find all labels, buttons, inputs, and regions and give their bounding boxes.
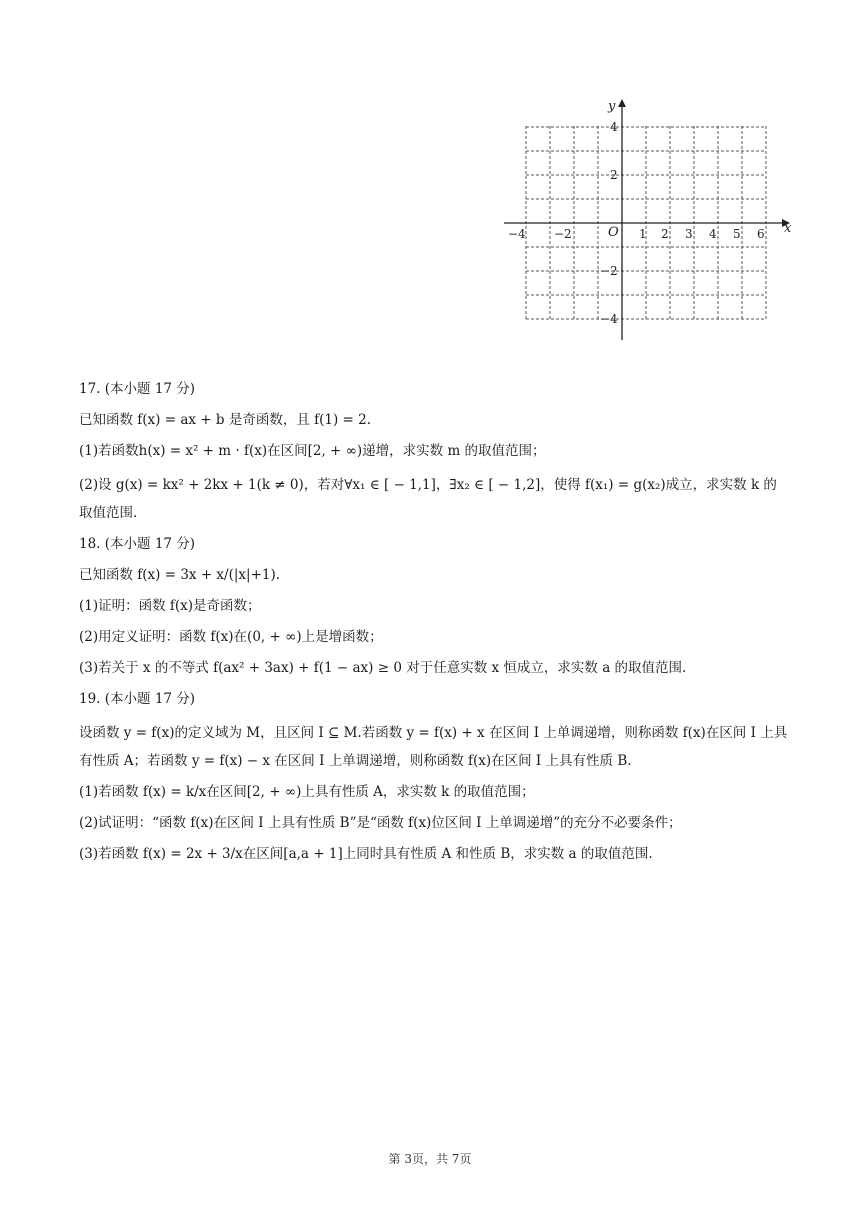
origin-label: O bbox=[608, 225, 619, 240]
question-18 bbox=[79, 533, 789, 679]
question-heading: 18. (本小题 17 分) bbox=[79, 536, 196, 552]
x-tick-label: 1 bbox=[639, 227, 647, 241]
question-part: (1)证明：函数 f(x)是奇函数； bbox=[79, 598, 261, 614]
x-tick-label: 6 bbox=[757, 227, 765, 241]
question-part: (3)若函数 f(x) = 2x + 3/x在区间[a,a + 1]上同时具有性质 A 和性质 B，求实数 a 的取值范围. bbox=[79, 846, 653, 862]
x-tick-label: 2 bbox=[661, 227, 669, 241]
question-heading: 19. (本小题 17 分) bbox=[79, 691, 196, 707]
question-19 bbox=[79, 688, 789, 865]
question-part: (2)试证明：“函数 f(x)在区间 I 上具有性质 B”是“函数 f(x)位区间 I 上单调递增”的充分不必要条件； bbox=[79, 815, 682, 831]
x-tick-label: −2 bbox=[554, 227, 572, 241]
questions bbox=[79, 378, 789, 874]
question-part: (1)若函数h(x) = x² + m · f(x)在区间[2, + ∞)递增，求实数 m 的取值范围； bbox=[79, 443, 546, 459]
question-17 bbox=[79, 378, 789, 527]
question-part: (3)若关于 x 的不等式 f(ax² + 3ax) + f(1 − ax) ≥ 0 对于任意实数 x 恒成立，求实数 a 的取值范围. bbox=[79, 660, 687, 676]
x-tick-label: 3 bbox=[685, 227, 693, 241]
x-tick-label: 4 bbox=[709, 227, 717, 241]
x-tick-label: −4 bbox=[508, 227, 526, 241]
x-tick-label: 5 bbox=[733, 227, 741, 241]
question-part: (1)若函数 f(x) = k/x在区间[2, + ∞)上具有性质 A，求实数 k 的取值范围； bbox=[79, 784, 535, 800]
question-stem: 设函数 y = f(x)的定义域为 M，且区间 I ⊆ M.若函数 y = f(x) + x 在区间 I 上单调递增，则称函数 f(x)在区间 I 上具有性质 A；若函数 y = f(x) − x 在区间 I 上单调递增，则称函数 f(x)在区间 I 上具有性质 B. bbox=[79, 725, 788, 769]
question-part: (2)设 g(x) = kx² + 2kx + 1(k ≠ 0)，若对∀x₁ ∈ [ − 1,1]，∃x₂ ∈ [ − 1,2]，使得 f(x₁) = g(x₂)成立，求实数 k 的取值范围. bbox=[79, 477, 777, 521]
question-stem: 已知函数 f(x) = ax + b 是奇函数，且 f(1) = 2. bbox=[79, 412, 372, 428]
y-tick-label: −2 bbox=[600, 264, 618, 278]
page-footer: 第 3页，共 7页 bbox=[388, 1152, 472, 1166]
question-stem: 已知函数 f(x) = 3x + x/(|x|+1). bbox=[79, 567, 281, 583]
question-part: (2)用定义证明：函数 f(x)在(0, + ∞)上是增函数； bbox=[79, 629, 383, 645]
y-tick-label: 2 bbox=[610, 168, 618, 182]
x-axis-label: x bbox=[784, 221, 792, 236]
coordinate-grid bbox=[500, 98, 800, 343]
question-heading: 17. (本小题 17 分) bbox=[79, 381, 196, 397]
y-axis-arrow-icon bbox=[618, 99, 626, 107]
y-tick-label: −4 bbox=[600, 312, 618, 326]
y-tick-label: 4 bbox=[610, 120, 618, 134]
y-axis-label: y bbox=[608, 99, 616, 114]
